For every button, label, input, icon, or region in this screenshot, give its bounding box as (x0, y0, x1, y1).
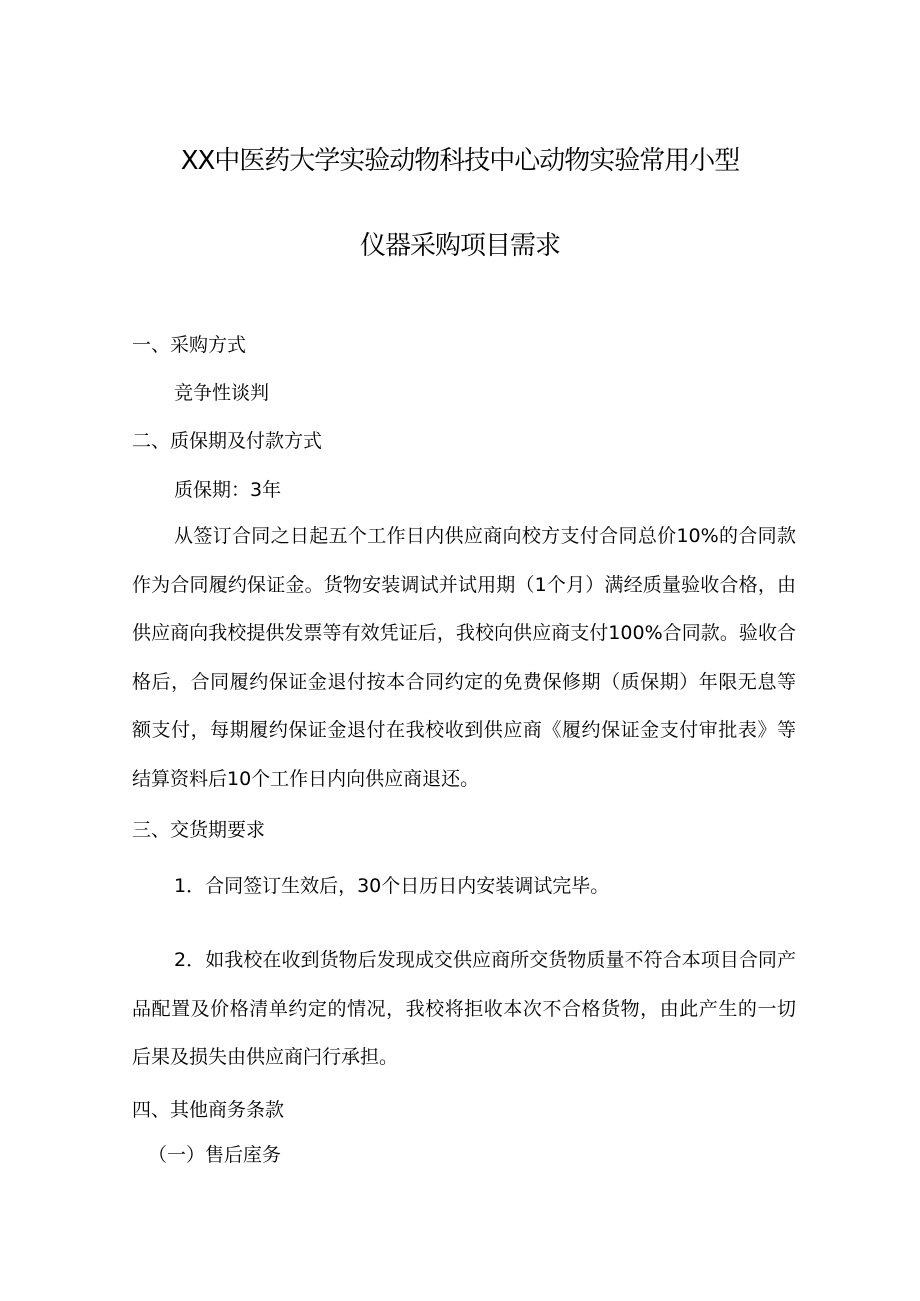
section4-heading: 四、其他商务条款 (132, 1099, 285, 1121)
document-title-line2: 仪器采购项目需求 (359, 231, 560, 261)
section2-heading: 二、质保期及付款方式 (132, 430, 323, 452)
section1-heading: 一、采购方式 (132, 334, 247, 356)
delivery-item-2: 2．如我校在收到货物后发现成交供应商所交货物质量不符合本项目合同产品配置及价格清单约定的情况，我校将拒收本次不合格货物，由此产生的一切后果及损失由供应商闩行承担。 (132, 949, 796, 1068)
warranty-period: 质保期：3年 (174, 479, 282, 501)
section4-sub1-heading: （一）售后庢务 (148, 1144, 282, 1166)
procurement-method: 竞争性谈判 (174, 382, 270, 404)
section3-heading: 三、交货期要求 (132, 819, 266, 841)
document-title-line1: XX中医药大学实验动物科技中心动物实验常用小型 (180, 146, 740, 176)
payment-terms-paragraph: 从签订合同之日起五个工作日内供应商向校方支付合同总价10%的合同款作为合同履约保证金。货物安装调试并试用期（1个月）满经质量验收合格，由供应商向我校提供发票等有效凭证后，我校向供应商支付100%合同款。验收合格后，合同履约保证金退付按本合同约定的免费保修期（质保期）年限无息等额支付，每期履约保证金退付在我校收到供应商《履约保证金支付审批表》等结算资料后10个工作日内向供应商退还。 (132, 525, 796, 790)
delivery-item-1: 1．合同签订生效后，30个日历日内安装调试完毕。 (174, 875, 610, 897)
